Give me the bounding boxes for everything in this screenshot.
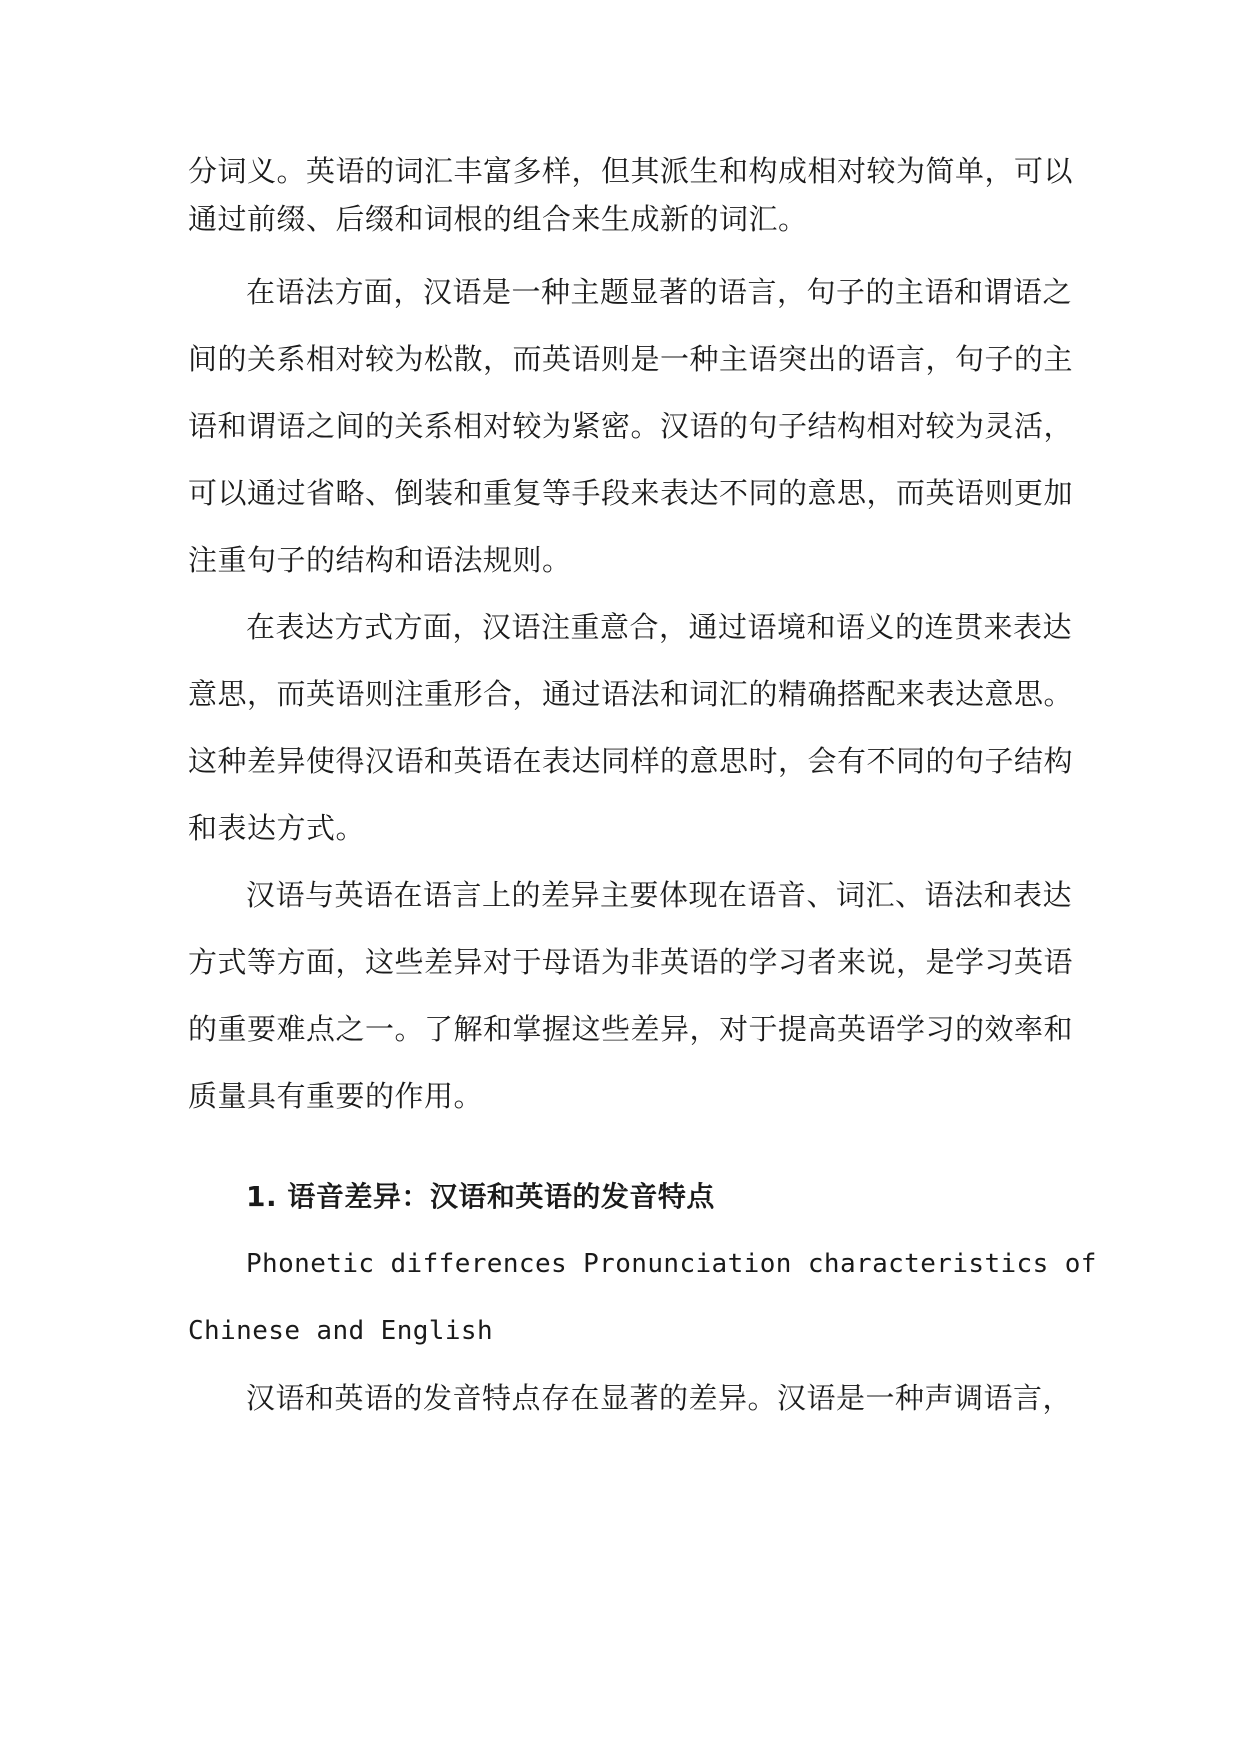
paragraph-2-line-1: 在语法方面，汉语是一种主题显著的语言，句子的主语和谓语之: [246, 275, 1073, 309]
paragraph-2-line-4: 可以通过省略、倒装和重复等手段来表达不同的意思，而英语则更加: [188, 476, 1074, 510]
section-1-heading: 1. 语音差异：汉语和英语的发音特点: [246, 1180, 715, 1213]
section-1-english-title-line-2: Chinese and English: [188, 1316, 494, 1346]
paragraph-4-line-3: 的重要难点之一。了解和掌握这些差异，对于提高英语学习的效率和: [188, 1012, 1074, 1046]
paragraph-3-line-2: 意思，而英语则注重形合，通过语法和词汇的精确搭配来表达意思。: [188, 677, 1074, 711]
section-1-body-line-1: 汉语和英语的发音特点存在显著的差异。汉语是一种声调语言，: [246, 1381, 1073, 1415]
paragraph-4-line-1: 汉语与英语在语言上的差异主要体现在语音、词汇、语法和表达: [246, 878, 1073, 912]
paragraph-2-line-3: 语和谓语之间的关系相对较为紧密。汉语的句子结构相对较为灵活，: [188, 409, 1074, 443]
paragraph-3-line-4: 和表达方式。: [188, 811, 366, 845]
paragraph-2-line-2: 间的关系相对较为松散，而英语则是一种主语突出的语言，句子的主: [188, 342, 1074, 376]
paragraph-4-line-4: 质量具有重要的作用。: [188, 1079, 484, 1113]
section-1-english-title-line-1: Phonetic differences Pronunciation characteristics of: [246, 1249, 1097, 1279]
paragraph-2-line-5: 注重句子的结构和语法规则。: [188, 543, 572, 577]
paragraph-3-line-3: 这种差异使得汉语和英语在表达同样的意思时，会有不同的句子结构: [188, 744, 1074, 778]
paragraph-1-line-2: 通过前缀、后缀和词根的组合来生成新的词汇。: [188, 202, 808, 236]
paragraph-1-line-1: 分词义。英语的词汇丰富多样，但其派生和构成相对较为简单，可以: [188, 154, 1074, 188]
paragraph-3-line-1: 在表达方式方面，汉语注重意合，通过语境和语义的连贯来表达: [246, 610, 1073, 644]
paragraph-4-line-2: 方式等方面，这些差异对于母语为非英语的学习者来说，是学习英语: [188, 945, 1074, 979]
